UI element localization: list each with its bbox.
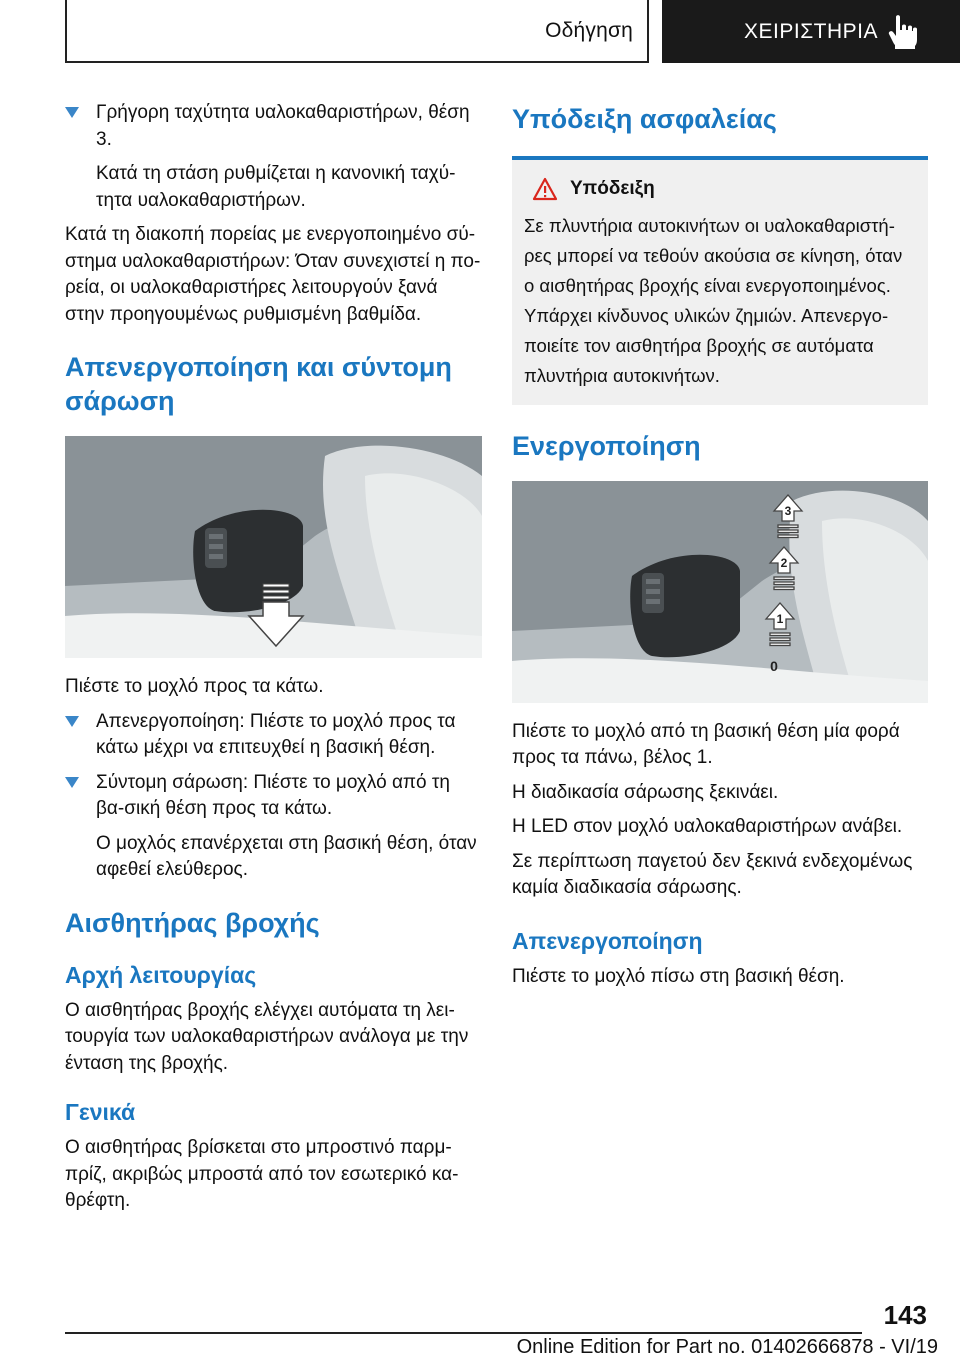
warning-header: [524, 176, 916, 203]
paragraph: Ο αισθητήρας βροχής ελέγχει αυτόματα τη λει-τουργία των υαλοκαθαριστήρων ανάλογα με την ένταση της βροχής.: [65, 999, 469, 1074]
lever-up-illustration: [512, 481, 928, 703]
heading-deactivate-short-wipe: Απενεργοποίηση και σύντομη σάρωση: [65, 352, 452, 416]
section-tab-label: Οδήγηση: [545, 18, 633, 42]
arrow-label-1: 1: [776, 611, 784, 626]
list-item: [65, 709, 482, 762]
paragraph: Πιέστε το μοχλό προς τα κάτω.: [65, 676, 324, 697]
footer-divider: [65, 1332, 862, 1334]
footer-edition: Online Edition for Part no. 01402666878 - VI/19: [516, 1336, 938, 1358]
arrow-label-2: 2: [780, 555, 788, 570]
list-item: [65, 770, 482, 823]
arrow-label-3: 3: [784, 503, 792, 518]
bullet-text: Απενεργοποίηση: Πιέστε το μοχλό προς τα κάτω μέχρι να επιτευχθεί η βασική θέση.: [96, 710, 456, 758]
warning-triangle-icon: [532, 177, 558, 201]
bullet-text: Σύντομη σάρωση: Πιέστε το μοχλό από τη βα-σική θέση προς τα κάτω.: [96, 771, 450, 819]
paragraph: Πιέστε το μοχλό πίσω στη βασική θέση.: [512, 965, 845, 987]
warning-box: [512, 160, 928, 405]
heading-general: Γενικά: [65, 1099, 136, 1125]
paragraph: Πιέστε το μοχλό από τη βασική θέση μία φορά προς τα πάνω, βέλος 1.: [512, 720, 900, 768]
warning-title: Υπόδειξη: [570, 178, 655, 199]
arrow-label-0: 0: [770, 657, 778, 674]
list-item: [65, 100, 482, 153]
heading-rain-sensor: Αισθητήρας βροχής: [65, 907, 320, 938]
hand-pointer-icon: [887, 13, 921, 51]
heading-safety-note: Υπόδειξη ασφαλείας: [512, 104, 777, 134]
manual-tab: [662, 0, 960, 63]
bullet-subtext: Κατά τη στάση ρυθμίζεται η κανονική ταχύ-τητα υαλοκαθαριστήρων.: [96, 163, 456, 211]
manual-tab-label: ΧΕΙΡΙΣΤΗΡΙΑ: [744, 19, 879, 43]
bullet-triangle-icon: [65, 716, 79, 727]
paragraph: Σε περίπτωση παγετού δεν ξεκινά ενδεχομένως καμία διαδικασία σάρωσης.: [512, 850, 913, 898]
warning-text: Σε πλυντήρια αυτοκινήτων οι υαλοκαθαριστή-ρες μπορεί να τεθούν ακούσια σε κίνηση, όταν ο αισθητήρας βροχής είναι ενεργοποιημένος. Υπάρχει κίνδυνος υλικών ζημιών. Απενεργο-ποιείτε τον αισθητήρα βροχής σε αυτόματα πλυντήρια αυτοκινήτων.: [524, 214, 903, 386]
lever-down-illustration: [65, 436, 482, 658]
paragraph: Η LED στον μοχλό υαλοκαθαριστήρων ανάβει.: [512, 816, 903, 837]
right-column: [512, 100, 928, 998]
left-column: [65, 100, 482, 1223]
heading-activation: Ενεργοποίηση: [512, 430, 701, 461]
page-number: 143: [883, 1300, 927, 1330]
bullet-text: Γρήγορη ταχύτητα υαλοκαθαριστήρων, θέση 3.: [96, 102, 470, 150]
bullet-triangle-icon: [65, 107, 79, 118]
bullet-subtext: Ο μοχλός επανέρχεται στη βασική θέση, όταν αφεθεί ελεύθερος.: [96, 832, 477, 880]
paragraph: Κατά τη διακοπή πορείας με ενεργοποιημένο σύ-στημα υαλοκαθαριστήρων: Όταν συνεχιστεί η πο-ρεία, οι υαλοκαθαριστήρες λειτουργούν ξανά στην προηγουμένως ρυθμισμένη βαθμίδα.: [65, 224, 481, 325]
paragraph: Ο αισθητήρας βρίσκεται στο μπροστινό παρμ-πρίζ, ακριβώς μπροστά από τον εσωτερικό κα-θρέφτη.: [65, 1137, 459, 1211]
paragraph: Η διαδικασία σάρωσης ξεκινάει.: [512, 781, 779, 803]
section-tab: [65, 0, 649, 63]
heading-deactivation: Απενεργοποίηση: [512, 927, 703, 954]
heading-principle: Αρχή λειτουργίας: [65, 961, 257, 988]
bullet-triangle-icon: [65, 777, 79, 788]
